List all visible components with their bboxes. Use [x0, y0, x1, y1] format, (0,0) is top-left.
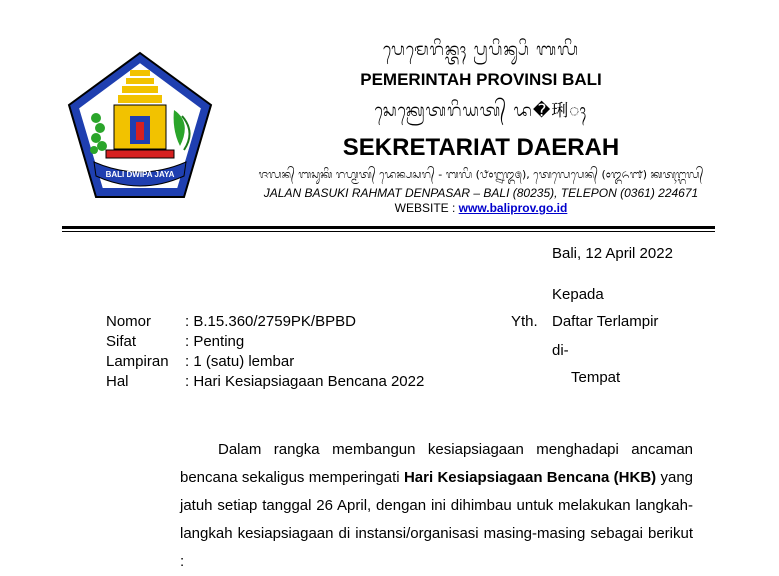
yth-label: Yth.	[511, 313, 538, 330]
balinese-secretariat-title: ᬲᬾᬓ᭄ᬭᬾᬢᬭᬶᬬᬢ᭄ ᬤ�琍ᬄ	[374, 101, 588, 121]
meta-label-lampiran: Lampiran	[106, 353, 169, 370]
balinese-government-title: ᬧᬾᬫᬾᬭᬶᬦ᭄ᬢᬄ ᬧ᭄ᬭᬧᬶᬦ᭄ᬲᬶ ᬩᬮᬶ	[382, 40, 580, 60]
website-link[interactable]: www.baliprov.go.id	[458, 201, 568, 215]
paragraph-text-1: Dalam rangka membangun kesiapsiagaan menghadapi ancaman bencana sekaligus memperingati	[180, 441, 693, 486]
meta-label-hal: Hal	[106, 373, 129, 390]
secretariat-title: SEKRETARIAT DAERAH	[342, 134, 620, 161]
address-line: JALAN BASUKI RAHMAT DENPASAR – BALI (80235), TELEPON (0361) 224671	[263, 186, 699, 200]
meta-label-nomor: Nomor	[106, 313, 152, 330]
body-paragraph	[180, 436, 693, 576]
bali-province-emblem	[66, 50, 214, 200]
to-label: Kepada	[552, 286, 604, 303]
letterhead-rule-thick	[62, 226, 715, 229]
place: Tempat	[571, 369, 621, 386]
letterhead-rule-thin	[62, 231, 715, 232]
website-line	[246, 201, 716, 215]
meta-value-sifat: : Penting	[185, 333, 245, 350]
meta-value-lampiran: : 1 (satu) lembar	[185, 353, 295, 370]
paragraph-text-2: yang jatuh setiap tanggal 26 April, dengan ini dihimbau untuk melakukan langkah-langkah kesiapsiagaan di instansi/organisasi masing-masing sebagai berikut :	[180, 469, 694, 570]
meta-value-nomor: : B.15.360/2759PK/BPBD	[185, 313, 356, 330]
website-label: WEBSITE :	[394, 201, 459, 215]
meta-value-hal: : Hari Kesiapsiagaan Bencana 2022	[185, 373, 425, 390]
logo-motto: BALI DWIPA JAYA	[105, 170, 175, 179]
recipient: Daftar Terlampir	[552, 313, 659, 330]
government-title: PEMERINTAH PROVINSI BALI	[360, 70, 602, 89]
di-label: di-	[552, 342, 569, 359]
meta-label-sifat: Sifat	[106, 333, 137, 350]
letter-date: Bali, 12 April 2022	[552, 245, 673, 262]
balinese-address: ᬚᬮᬦ᭄ ᬩᬲᬸᬓᬶ ᬭᬳ᭄ᬫᬢ᭄ ᬤᬾᬦ᭄ᬧᬲᬭ᭄ - ᬩᬮᬶ (᭘᭐᭒᭓᭕), ᬢᬾᬮᬾᬧᬾᬦ᭄ (᭐᭓᭖᭑) ᬓᬢᬹᬗ᭄ᬕᬮ᭄	[258, 168, 704, 181]
paragraph-bold-hkb: Hari Kesiapsiagaan Bencana (HKB)	[403, 469, 657, 486]
